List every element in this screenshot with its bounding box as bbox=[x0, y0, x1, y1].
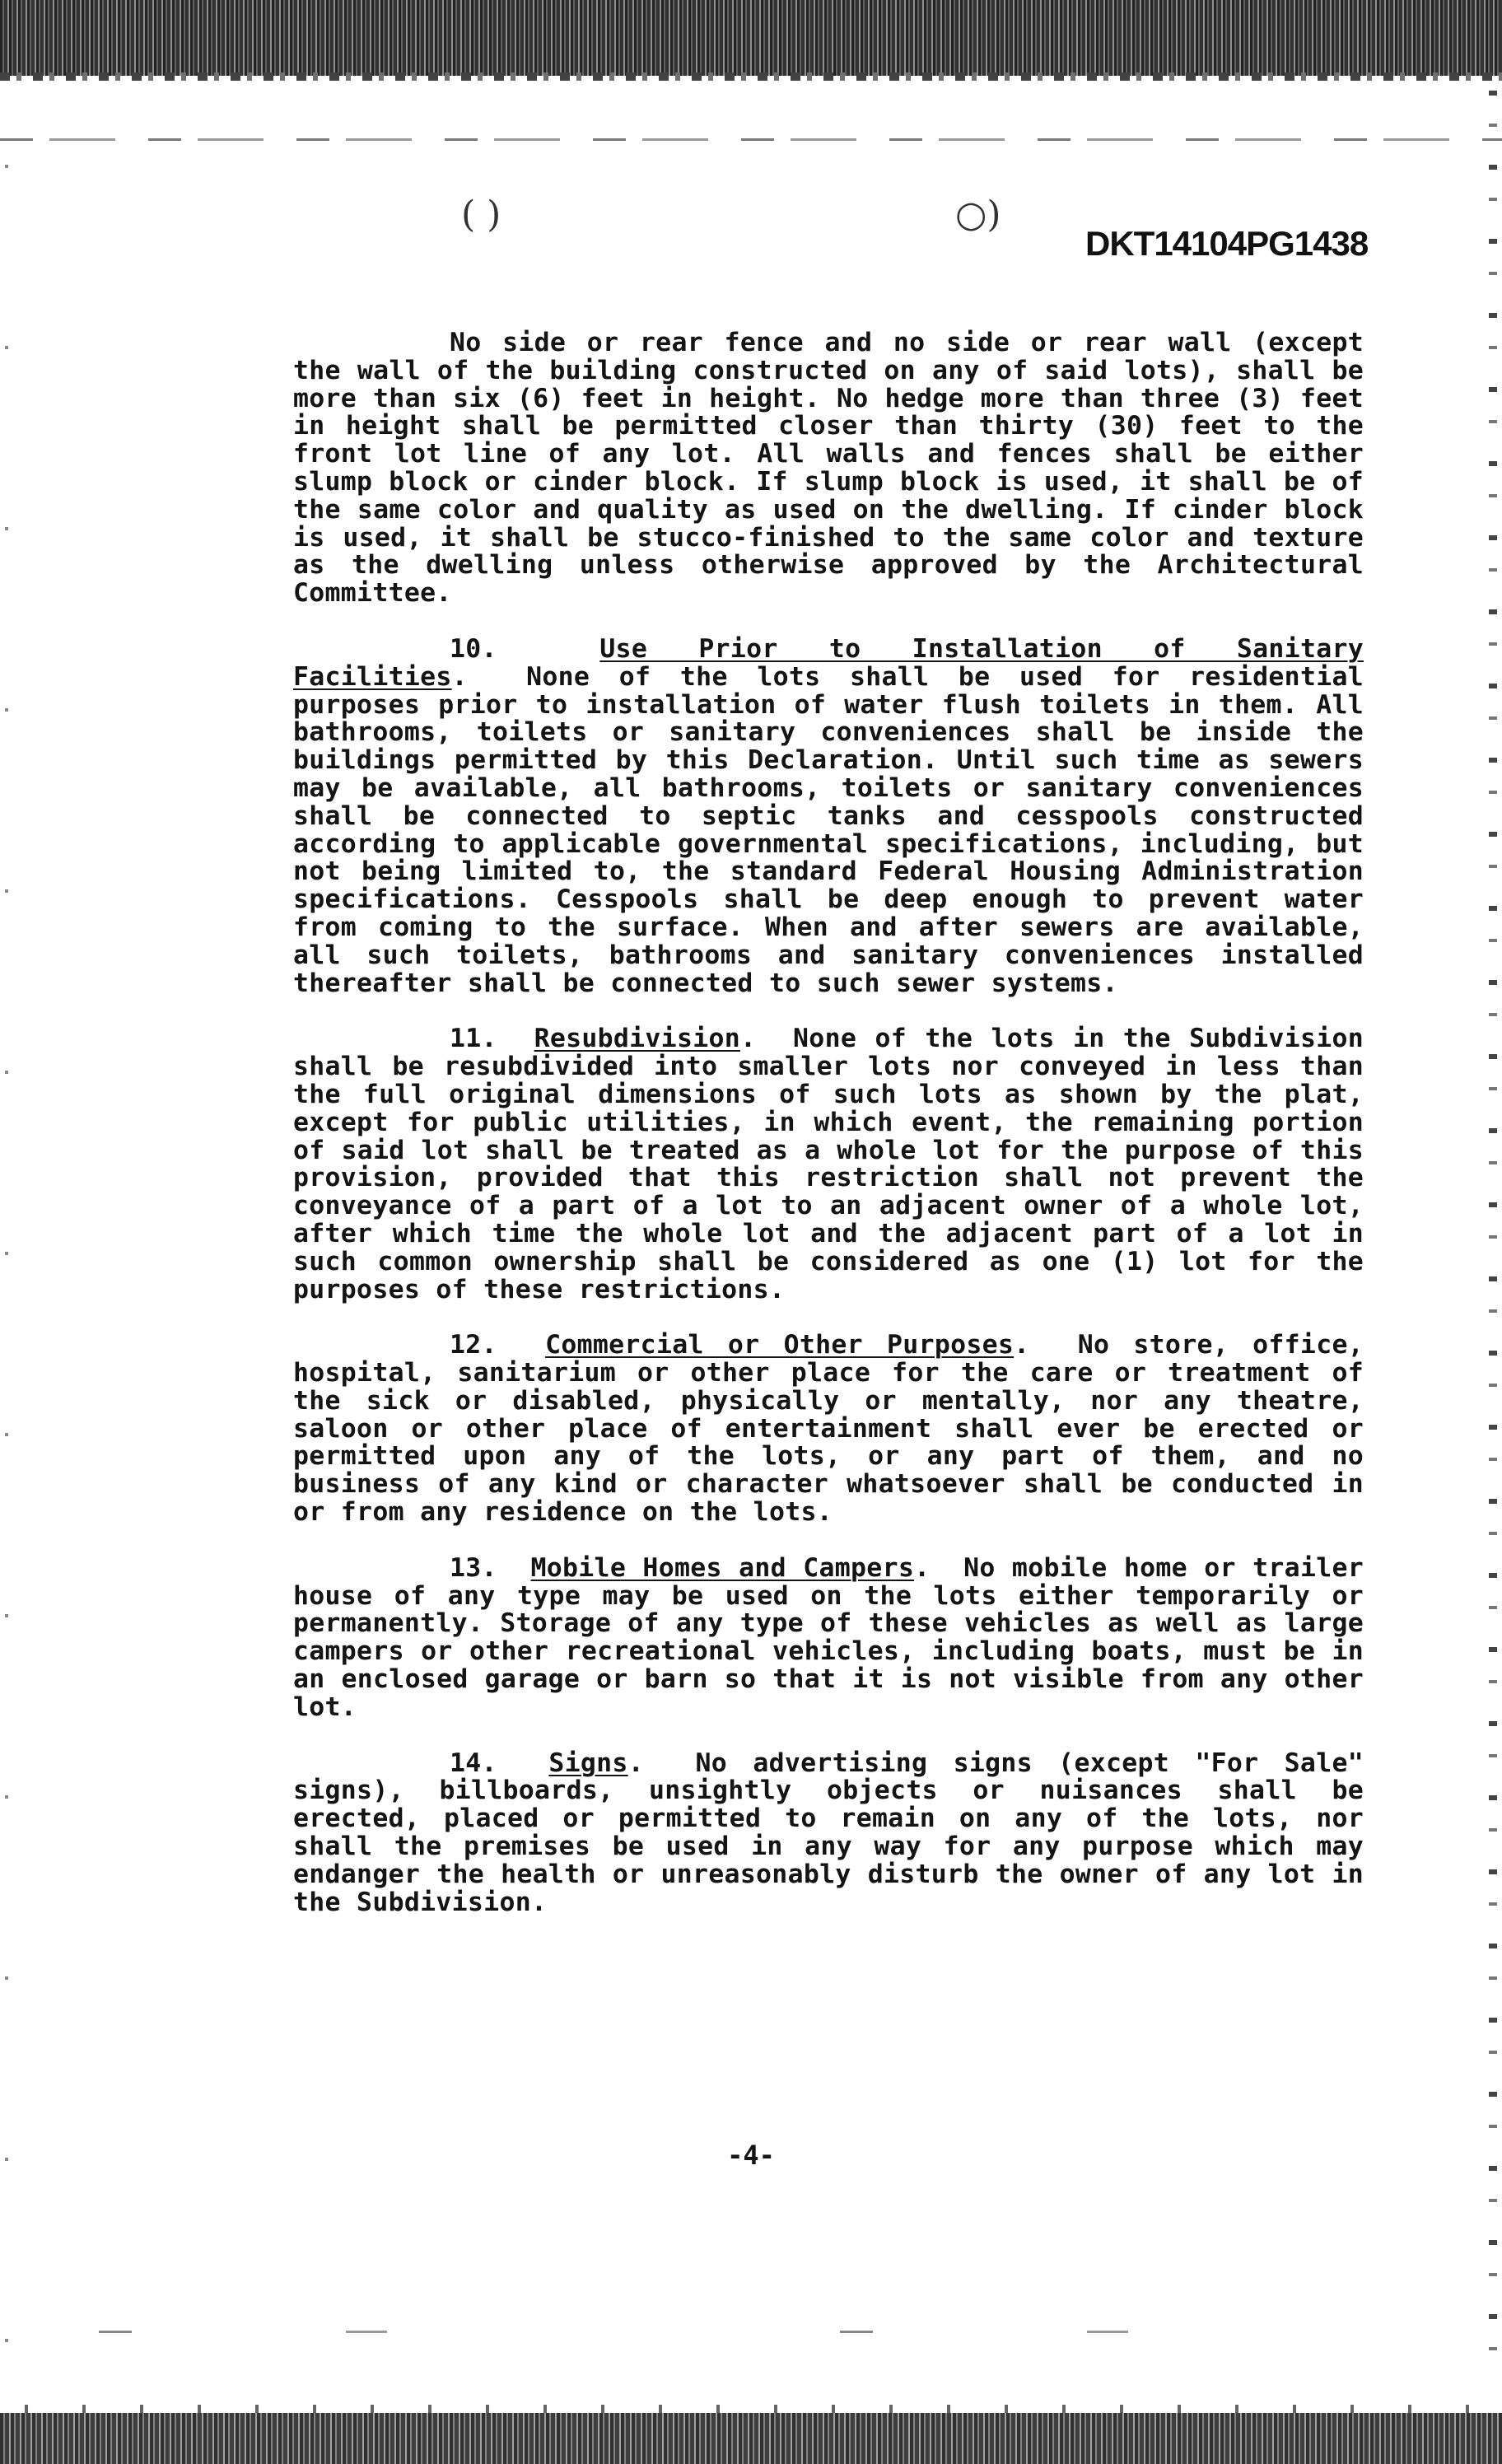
document-body bbox=[293, 329, 1364, 1944]
scan-artifact-line-bottom bbox=[0, 2331, 1502, 2333]
section-11-number: 11. bbox=[450, 1024, 497, 1054]
section-13-number: 13. bbox=[450, 1552, 497, 1583]
section-13-body: No mobile home or trailer house of any type may be used on the lots either temporarily or permanently. Storage of any type of these vehicles as well as large campers or other recreational vehicles, including boats, must be in an enclosed garage or barn so that it is not visible from any other lot. bbox=[293, 1552, 1364, 1722]
section-11-body: None of the lots in the Subdivision shall be resubdivided into smaller lots nor conveyed in less than the full original dimensions of such lots as shown by the plat, except for public utilities, in which event, the remaining portion of said lot shall be treated as a whole lot for the purpose of this provision, provided that this restriction shall not prevent the conveyance of a part of a lot to an adjacent owner of a whole lot, after which time the whole lot and the adjacent part of a lot in such common ownership shall be considered as one (1) lot for the purposes of these restrictions. bbox=[293, 1024, 1364, 1304]
page-number: -4- bbox=[727, 2140, 775, 2171]
section-13-title: Mobile Homes and Campers bbox=[530, 1552, 915, 1583]
section-14-body: No advertising signs (except "For Sale" signs), billboards, unsightly objects or nuisances shall be erected, placed or permitted to remain on any of the lots, nor shall the premises be used in any way for any purpose which may endanger the health or unreasonably disturb the owner of any lot in the Subdivision. bbox=[293, 1748, 1364, 1917]
section-10-body: None of the lots shall be used for residential purposes prior to installation of water flush toilets in them. All bathrooms, toilets or sanitary conveniences shall be inside the buildings permitted by this Declaration. Until such time as sewers may be available, all bathrooms, toilets or sanitary conveniences shall be connected to septic tanks and cesspools constructed according to applicable governmental specifications, including, but not being limited to, the standard Federal Housing Administration specifications. Cesspools shall be deep enough to prevent water from coming to the surface. When and after sewers are available, all such toilets, bathrooms and sanitary conveniences installed thereafter shall be connected to such sewer systems. bbox=[293, 661, 1364, 998]
document-number: DKT14104PG1438 bbox=[1085, 224, 1369, 263]
section-14-title: Signs bbox=[548, 1748, 628, 1778]
section-10: 10. Use Prior to Installation of Sanitary Facilities. None of the lots shall be used for residential purposes prior to installation of water flush toilets in them. All bathrooms, toilets or sanitary conveniences shall be inside the buildings permitted by this Declaration. Until such time as sewers may be available, all bathrooms, toilets or sanitary conveniences shall be connected to septic tanks and cesspools constructed according to applicable governmental specifications, including, but not being limited to, the standard Federal Housing Administration specifications. Cesspools shall be deep enough to prevent water from coming to the surface. When and after sewers are available, all such toilets, bathrooms and sanitary conveniences installed thereafter shall be connected to such sewer systems. bbox=[293, 633, 1364, 998]
scan-edge-left bbox=[5, 165, 8, 2388]
header-left-mark: ( ) bbox=[461, 194, 501, 236]
scan-artifact-line-top bbox=[0, 138, 1502, 141]
section-12-title: Commercial or Other Purposes bbox=[545, 1330, 1015, 1360]
fence-paragraph: No side or rear fence and no side or rear wall (except the wall of the building constructed on any of said lots), shall be more than six (6) feet in height. No hedge more than three (3) feet in height shall be permitted closer than thirty (30) feet to the front lot line of any lot. All walls and fences shall be either slump block or cinder block. If slump block is used, it shall be of the same color and quality as used on the dwelling. If cinder block is used, it shall be stucco-finished to the same color and texture as the dwelling unless otherwise approved by the Architectural Committee. bbox=[293, 328, 1364, 609]
section-11-title: Resubdivision bbox=[534, 1024, 741, 1054]
section-14: 14. Signs. No advertising signs (except "For Sale" signs), billboards, unsightly objects or nuisances shall be erected, placed or permitted to remain on any of the lots, nor shall the premises be used in any way for any purpose which may endanger the health or unreasonably disturb the owner of any lot in the Subdivision. bbox=[293, 1748, 1364, 1917]
section-12-body: No store, office, hospital, sanitarium or other place for the care or treatment of the sick or disabled, physically or mentally, nor any theatre, saloon or other place of entertainment shall ever be erected or permitted upon any of the lots, or any part of them, and no business of any kind or character whatsoever shall be conducted in or from any residence on the lots. bbox=[293, 1330, 1364, 1528]
header-center-mark: ○) bbox=[955, 194, 1001, 236]
scan-edge-right bbox=[1489, 91, 1497, 2364]
scan-border-bottom bbox=[0, 2413, 1502, 2464]
scan-border-top bbox=[0, 0, 1502, 76]
section-10-title: Use Prior to Installation of Sanitary Facilities bbox=[293, 633, 1364, 692]
section-14-number: 14. bbox=[450, 1748, 497, 1778]
section-12-number: 12. bbox=[450, 1330, 497, 1360]
section-10-number: 10. bbox=[450, 633, 497, 664]
section-11: 11. Resubdivision. None of the lots in the Subdivision shall be resubdivided into smaller lots nor conveyed in less than the full original dimensions of such lots as shown by the plat, except for public utilities, in which event, the remaining portion of said lot shall be treated as a whole lot for the purpose of this provision, provided that this restriction shall not prevent the conveyance of a part of a lot to an adjacent owner of a whole lot, after which time the whole lot and the adjacent part of a lot in such common ownership shall be considered as one (1) lot for the purposes of these restrictions. bbox=[293, 1024, 1364, 1304]
section-13: 13. Mobile Homes and Campers. No mobile home or trailer house of any type may be used on the lots either temporarily or permanently. Storage of any type of these vehicles as well as large campers or other recreational vehicles, including boats, must be in an enclosed garage or barn so that it is not visible from any other lot. bbox=[293, 1552, 1364, 1722]
section-12: 12. Commercial or Other Purposes. No store, office, hospital, sanitarium or other place for the care or treatment of the sick or disabled, physically or mentally, nor any theatre, saloon or other place of entertainment shall ever be erected or permitted upon any of the lots, or any part of them, and no business of any kind or character whatsoever shall be conducted in or from any residence on the lots. bbox=[293, 1330, 1364, 1528]
